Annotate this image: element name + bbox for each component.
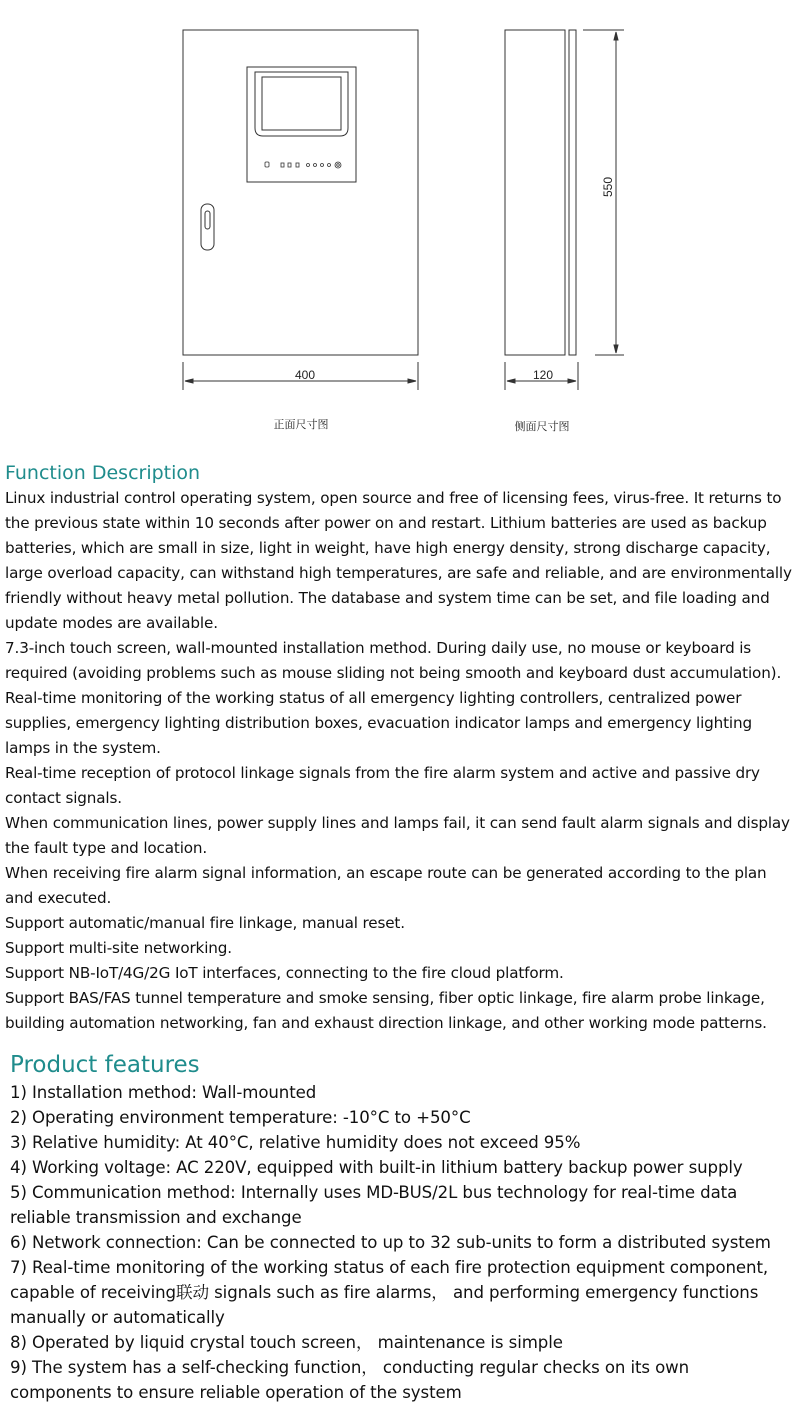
function-paragraph: When communication lines, power supply lines and lamps fail, it can send fault alarm signals and display the fault type and location. [5,814,790,857]
function-paragraph: 7.3-inch touch screen, wall-mounted installation method. During daily use, no mouse or keyboard is required (avoiding problems such as mouse sliding not being smooth and keyboard dust accumulation). [5,639,782,682]
front-width-label: 400 [294,368,316,382]
function-description-body [5,486,793,1036]
feature-item: 7) Real-time monitoring of the working status of each fire protection equipment component, capable of receiving联动 signals such as fire alarms， and performing emergency functions manually or automatically [10,1258,769,1327]
front-view [183,30,418,390]
side-height-label: 550 [601,176,615,198]
product-features-section [10,1050,792,1405]
feature-item: 8) Operated by liquid crystal touch screen， maintenance is simple [10,1333,563,1352]
front-cabinet-body [183,30,418,355]
function-paragraph: Support BAS/FAS tunnel temperature and smoke sensing, fiber optic linkage, fire alarm probe linkage, building automation networking, fan and exhaust direction linkage, and other working mode patterns. [5,989,767,1032]
function-paragraph: Linux industrial control operating system, open source and free of licensing fees, virus-free. It returns to the previous state within 10 seconds after power on and restart. Lithium batteries are used as backup batteries, which are small in size, light in weight, have high energy density, strong discharge capacity, large overload capacity, can withstand high temperatures, are safe and reliable, and are environmentally friendly without heavy metal pollution. The database and system time can be set, and file loading and update modes are available. [5,489,792,632]
front-screen-display [262,77,341,130]
side-cabinet-body [505,30,565,355]
function-paragraph: Real-time reception of protocol linkage signals from the fire alarm system and active and passive dry contact signals. [5,764,760,807]
feature-item: 2) Operating environment temperature: -10°C to +50°C [10,1108,471,1127]
feature-item: 9) The system has a self-checking function， conducting regular checks on its own components to ensure reliable operation of the system [10,1358,690,1402]
cabinet-dimension-drawing [0,0,800,450]
function-description-heading: Function Description [5,462,201,484]
front-screen-bezel [255,72,348,136]
product-features-heading: Product features [10,1052,200,1078]
feature-item: 6) Network connection: Can be connected to up to 32 sub-units to form a distributed system [10,1233,771,1252]
function-paragraph: Support automatic/manual fire linkage, manual reset. [5,914,405,932]
feature-item: 5) Communication method: Internally uses MD-BUS/2L bus technology for real-time data reliable transmission and exchange [10,1183,738,1227]
side-door-panel [569,30,576,355]
front-door-handle-slot [205,211,210,229]
feature-item: 4) Working voltage: AC 220V, equipped with built-in lithium battery backup power supply [10,1158,743,1177]
function-paragraph: When receiving fire alarm signal information, an escape route can be generated according to the plan and executed. [5,864,767,907]
front-view-caption: 正面尺寸图 [273,418,329,431]
product-features-list [10,1080,792,1405]
side-view [505,30,624,390]
side-depth-label: 120 [532,368,554,382]
feature-item: 3) Relative humidity: At 40°C, relative humidity does not exceed 95% [10,1133,581,1152]
function-paragraph: Support NB-IoT/4G/2G IoT interfaces, connecting to the fire cloud platform. [5,964,564,982]
front-indicator-lights [265,162,341,168]
function-paragraph: Support multi-site networking. [5,939,232,957]
function-description-section [5,460,793,1036]
function-paragraph: Real-time monitoring of the working status of all emergency lighting controllers, centralized power supplies, emergency lighting distribution boxes, evacuation indicator lamps and emergency lighting lamps in the system. [5,689,752,757]
feature-item: 1) Installation method: Wall-mounted [10,1083,317,1102]
side-view-caption: 侧面尺寸图 [514,420,570,433]
